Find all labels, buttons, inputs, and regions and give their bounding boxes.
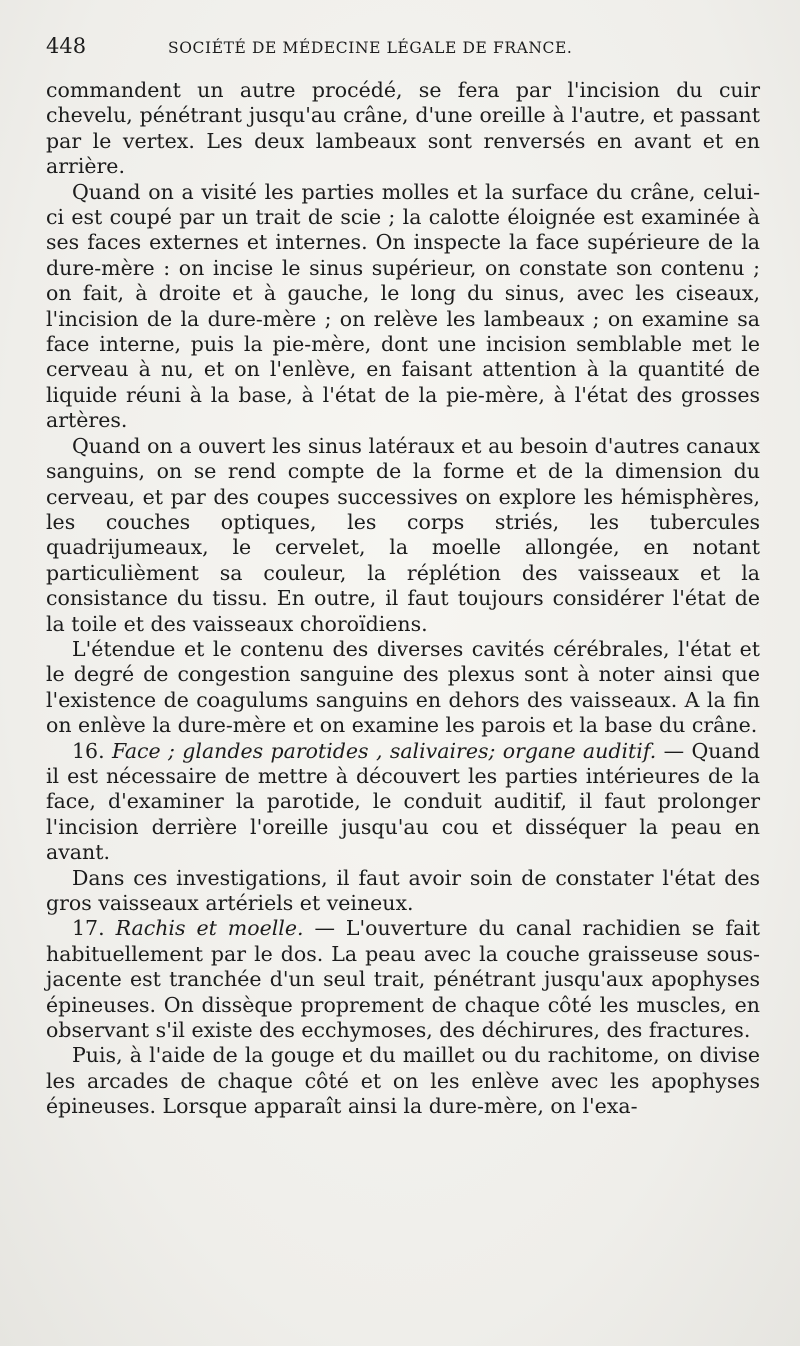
- paragraph-section-16: [46, 739, 760, 866]
- section-number: 17.: [72, 916, 105, 941]
- paragraph-text: L'étendue et le contenu des diverses cavités cérébrales, l'état et le degré de congestion sanguine des plexus sont à noter ainsi que l'existence de coagulums sanguins en dehors des vaisseaux. A la fin on enlève la dure-mère et on examine les parois et la base du crâne.: [46, 636, 760, 738]
- paragraph-6: [46, 866, 760, 917]
- body-text: [46, 78, 760, 1120]
- paragraph-text: Quand on a visité les parties molles et la surface du crâne, celui-ci est coupé par un trait de scie ; la calotte éloignée est examinée à ses faces externes et internes. On inspecte la face supérieure de la dure-mère : on incise le sinus supérieur, on constate son contenu ; on fait, à droite et à gauche, le long du sinus, avec les ciseaux, l'incision de la dure-mère ; on relève les lambeaux ; on examine sa face interne, puis la pie-mère, dont une incision semblable met le cerveau à nu, et on l'enlève, en faisant attention à la quantité de liquide réuni à la base, à l'état de la pie-mère, à l'état des grosses artères.: [46, 179, 760, 433]
- paragraph-text: — Quand il est nécessaire de mettre à découvert les parties intérieures de la face, d'examiner la parotide, le conduit auditif, il faut prolonger l'incision derrière l'oreille jusqu'au cou et disséquer la peau en avant.: [46, 738, 760, 865]
- paragraph-1: [46, 78, 760, 180]
- paragraph-text: Quand on a ouvert les sinus latéraux et au besoin d'autres canaux sanguins, on se rend compte de la forme et de la dimension du cerveau, et par des coupes successives on explore les hémisphères, les couches optiques, les corps striés, les tubercules quadrijumeaux, le cervelet, la moelle allongée, en notant particulièment sa couleur, la réplétion des vaisseaux et la consistance du tissu. En outre, il faut toujours considérer l'état de la toile et des vaisseaux choroïdiens.: [46, 433, 760, 636]
- section-number: 16.: [72, 738, 105, 763]
- paragraph-8: [46, 1043, 760, 1119]
- paragraph-2: [46, 180, 760, 434]
- section-heading: Face ; glandes parotides , salivaires; organe auditif.: [111, 738, 657, 763]
- section-heading: Rachis et moelle.: [115, 916, 304, 941]
- running-title: SOCIÉTÉ DE MÉDECINE LÉGALE DE FRANCE.: [168, 39, 573, 57]
- paragraph-text: commandent un autre procédé, se fera par l'incision du cuir chevelu, pénétrant jusqu'au crâne, d'une oreille à l'autre, et passant par le vertex. Les deux lambeaux sont renversés en avant et en arrière.: [46, 78, 760, 179]
- paragraph-text: Puis, à l'aide de la gouge et du maillet ou du rachitome, on divise les arcades de chaque côté et on les enlève avec les apophyses épineuses. Lorsque apparaît ainsi la dure-mère, on l'exa-: [46, 1043, 760, 1119]
- paragraph-4: [46, 637, 760, 739]
- paragraph-text: Dans ces investigations, il faut avoir soin de constater l'état des gros vaisseaux artériels et veineux.: [46, 865, 760, 915]
- running-head: [46, 34, 760, 64]
- page-number: 448: [46, 34, 87, 58]
- paragraph-text: — L'ouverture du canal rachidien se fait habituellement par le dos. La peau avec la couche graisseuse sous-jacente est tranchée d'un seul trait, pénétrant jusqu'aux apophyses épineuses. On dissèque proprement de chaque côté les muscles, en observant s'il existe des ecchymoses, des déchirures, des fractures.: [46, 916, 760, 1043]
- paragraph-section-17: [46, 916, 760, 1043]
- paragraph-3: [46, 434, 760, 637]
